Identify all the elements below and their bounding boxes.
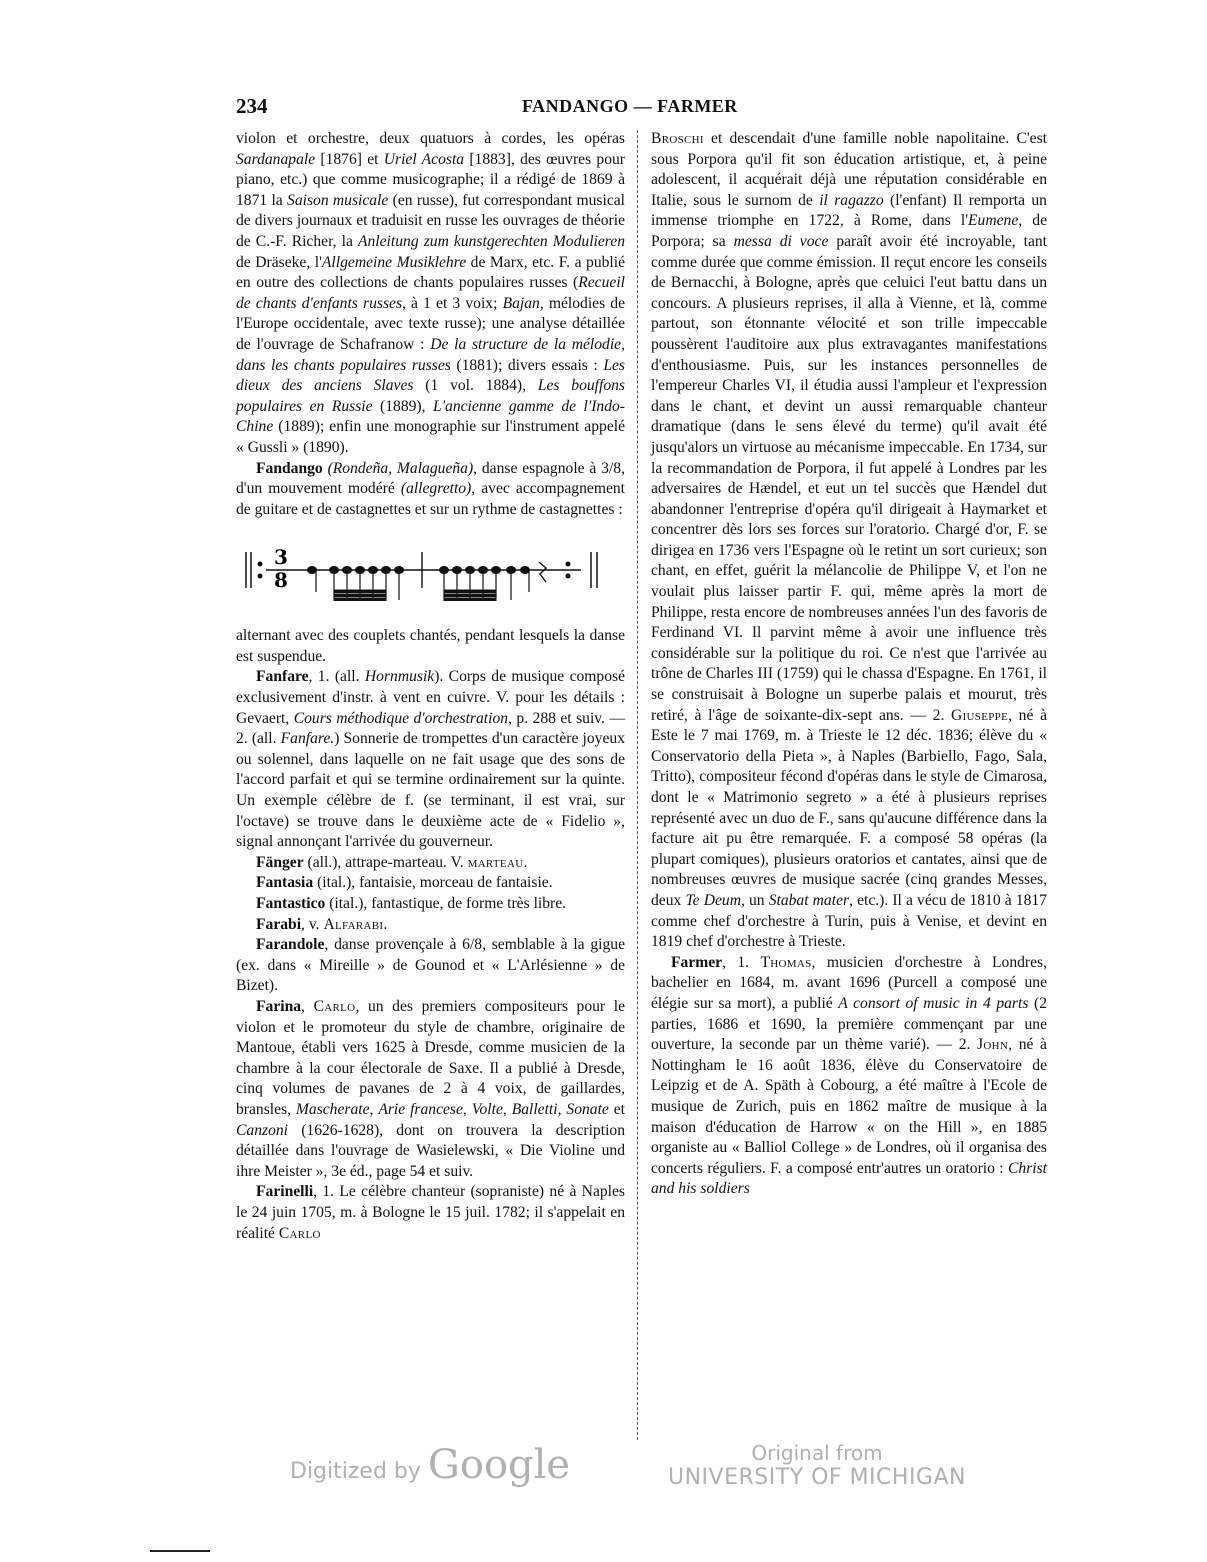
entry-fantastico xyxy=(236,894,625,915)
small-caps-name: marteau xyxy=(467,853,524,871)
text-run: , xyxy=(557,1100,567,1118)
italic-text: Te Deum xyxy=(685,891,741,909)
italic-text: Christ and his soldiers xyxy=(651,1159,1047,1198)
original-from-line: Original from xyxy=(751,1441,883,1465)
text-run: , xyxy=(369,1100,379,1118)
text-run: , né à Este le 7 mai 1769, m. à Trieste le 12 déc. 1836; élève du « Conservatorio della Pieta », à Naples (Barbiello, Fago, Sala, Tritto), compositeur fécond d'opéras dans le style de Cimarosa, dont le « Matrimonio segreto » a été à plusieurs reprises représenté avec un duo de F., sans qu'aucune différence dans la facture ait pu être remarquée. F. a composé 58 opéras (la plupart comiques), plusieurs oratorios et cantates, ainsi que de nombreuses œuvres de musique sacrée (cinq grandes Messes, deux xyxy=(651,706,1047,909)
text-run: , 1. (all. xyxy=(308,668,365,686)
headword: Farandole xyxy=(256,936,325,954)
italic-text: Balletti xyxy=(511,1100,558,1118)
page-number: 234 xyxy=(236,94,268,118)
rest-symbol xyxy=(539,562,546,582)
text-run: , p. 288 et suiv. — 2. (all. xyxy=(236,709,625,748)
text-run: alternant avec des couplets chantés, pendant lesquels la danse est suspendue. xyxy=(236,627,625,665)
text-run: et xyxy=(608,1100,625,1118)
italic-text: Cours méthodique d'orchestration xyxy=(293,709,509,727)
castanet-rhythm-notation xyxy=(236,530,625,614)
entry-farabi xyxy=(236,915,625,936)
paragraph-cui-continued xyxy=(236,129,625,459)
entry-farandole xyxy=(236,935,625,997)
column-divider xyxy=(637,130,638,1440)
text-run: , xyxy=(301,997,314,1015)
text-run: , à 1 et 3 voix; xyxy=(402,294,503,312)
repeat-dot xyxy=(258,574,262,578)
italic-text: De la structure de la mélodie, dans les chants populaires russes xyxy=(236,335,625,374)
italic-text: messa di voce xyxy=(733,232,829,250)
text-run: (ital.), fantaisie, morceau de fantaisie. xyxy=(313,874,553,892)
headword: Farinelli xyxy=(256,1183,314,1201)
small-caps-name: Carlo xyxy=(278,1224,321,1242)
italic-text: Anleitung zum kunstgerechten Modulieren xyxy=(357,232,625,250)
text-run: de Marx, etc. F. a publié en outre des collections de chants populaires russes ( xyxy=(236,253,626,292)
time-signature-top: 3 xyxy=(274,545,288,570)
entry-fantasia xyxy=(236,873,625,894)
note-head xyxy=(521,567,530,574)
digitized-prefix: Digitized by xyxy=(290,1459,421,1484)
university-line: UNIVERSITY OF MICHIGAN xyxy=(668,1465,966,1490)
google-logo: Google xyxy=(427,1442,571,1488)
entry-fanger xyxy=(236,853,625,874)
text-run: paraît avoir été incroyable, tant comme durée que comme émission. Il reçut encore les conseils de Bernacchi, à Bologne, après que celuici l'eut battu dans un concours. A plusieurs reprises, il alla à Vienne, et là, comme partout, son étonnante vélocité et son trille impeccable poussèrent l'auditoire aux plus extravagantes manifestations d'enthousiasme. Puis, sur les instances personnelles de l'empereur Charles VI, il étudia aussi l'ampleur et l'expression dans le chant, et devint un aussi remarquable chanteur dramatique (dans le sens élevé du terme) qu'il avait été jusqu'alors un virtuose au mécanisme impeccable. En 1734, sur la recommandation de Porpora, il fut appelé à Londres par les adversaires de Hændel, et eut un tel succès que Hændel dut abandonner l'entreprise d'opéra qu'il dirigeait à Haymarket et concentrer dès lors ses forces sur l'oratorio. Chargé d'or, F. se dirigea en 1736 vers l'Espagne où le retint un sort curieux; son chant, en effet, guérit la mélancolie de Philippe V, et l'on ne voulait plus laisser partir F. qui, même après la mort de Philippe, resta encore de nombreuses années l'un des favoris de Ferdinand VI. Il parvint même à avoir une influence très considérable sur la politique du roi. Ce n'est que l'arrivée au trône de Charles III (1759) qui le chassa d'Espagne. En 1761, il se construisait à Bologne un superbe palais et mourut, très retiré, à l'âge de soixante-dix-sept ans. — 2. xyxy=(651,232,1047,724)
beam xyxy=(334,590,386,593)
italic-text: Saison musicale xyxy=(287,191,389,209)
headword: Fänger xyxy=(256,853,304,871)
headword: Fandango xyxy=(256,459,323,477)
text-run: (1 vol. 1884), xyxy=(413,377,538,395)
text-run: , avec accompagnement de guitare et de castagnettes et sur un rythme de castagnettes : xyxy=(236,480,626,518)
text-run: , v. xyxy=(301,915,324,933)
italic-text: Recueil de chants d'enfants russes xyxy=(236,274,625,312)
text-run: , danse provençale à 6/8, semblable à la gigue (ex. dans « Mireille » de Gounod et « L'Arlésienne » de Bizet). xyxy=(236,936,625,995)
italic-text: Allgemeine Musiklehre xyxy=(321,253,467,271)
text-run: [1883], des œuvres pour piano, etc.) que comme musicographe; il a rédigé de 1869 à 1871 la xyxy=(236,150,625,209)
text-run: de Dräseke, l' xyxy=(236,253,322,271)
repeat-dot xyxy=(566,562,570,566)
italic-text: Hornmusik xyxy=(364,668,435,686)
text-run: , un xyxy=(740,891,769,909)
beam xyxy=(444,598,496,601)
running-head: FANDANGO — FARMER xyxy=(522,96,738,116)
text-run: (all.), attrape-marteau. V. xyxy=(303,853,468,871)
text-run: , 1. Le célèbre chanteur (sopraniste) né à Naples le 24 juin 1705, m. à Bologne le 15 juil. 1782; il s'appelait en réalité xyxy=(236,1183,625,1242)
text-run: et descendait d'une famille noble napolitaine. C'est sous Porpora qu'il fit son éducation artistique, et, à peine adolescent, il acquérait déjà une réputation considérable en Italie, sous le surnom de xyxy=(651,130,1047,209)
entry-fanfare xyxy=(236,667,625,852)
digitized-by-watermark xyxy=(290,1442,570,1488)
beam xyxy=(334,594,386,597)
paragraph-fandango-continued xyxy=(236,626,625,667)
text-run: (1626-1628), dont on trouvera la description détaillée dans l'ouvrage de Wasielewski, « Die Violine und ihre Meister », 3e éd., page 54 et suiv. xyxy=(236,1121,625,1180)
text-run: ) Sonnerie de trompettes d'un caractère joyeux ou solennel, dans laquelle on ne fait usage que des sons de l'accord parfait et qui se termine ordinairement sur la quinte. Un exemple célèbre de f. (se terminant, il est vrai, sur l'octave) se trouve dans le deuxième acte de « Fidelio », signal annonçant l'arrivée du gouverneur. xyxy=(236,730,625,851)
text-run: (en russe), fut correspondant musical de divers journaux et traduisit en russe les ouvrages de théorie de C.-F. Richer, la xyxy=(236,191,625,250)
italic-text: A consort of music in 4 parts xyxy=(838,994,1029,1012)
italic-text: (allegretto) xyxy=(400,480,472,498)
paragraph-farinelli-continued xyxy=(651,129,1047,953)
beam xyxy=(334,598,386,601)
headword: Fanfare xyxy=(256,668,309,686)
text-run: ). Corps de musique composé exclusivement d'instr. à vent en cuivre. V. pour les détails : Gevaert, xyxy=(236,668,625,727)
text-run: . xyxy=(383,915,388,933)
text-run: . xyxy=(523,853,528,871)
italic-text: Sonate xyxy=(566,1100,609,1118)
italic-text: il ragazzo xyxy=(819,191,884,209)
text-run: , mélodies de l'Europe occidentale, avec texte russe); une analyse détaillée de l'ouvrage de Schafranow : xyxy=(236,294,625,353)
note-head xyxy=(308,567,317,574)
italic-text: Les dieux des anciens Slaves xyxy=(236,356,625,395)
text-run: , musicien d'orchestre à Londres, bachelier en 1684, m. avant 1696 (Purcell a composé une élégie sur sa mort), a publié xyxy=(651,953,1047,1012)
italic-text: (Rondeña, Malagueña) xyxy=(327,459,474,477)
italic-text: Arie francese xyxy=(378,1100,463,1118)
entry-farinelli xyxy=(236,1182,625,1244)
small-caps-name: Broschi xyxy=(651,130,704,147)
headword: Farina xyxy=(256,997,302,1015)
italic-text: Uriel Acosta xyxy=(383,150,465,168)
text-run: [1876] et xyxy=(315,150,384,168)
small-caps-name: Alfarabi xyxy=(323,915,384,933)
text-run: , xyxy=(462,1100,472,1118)
left-column xyxy=(236,129,625,1244)
text-run: , xyxy=(502,1100,512,1118)
original-from-watermark xyxy=(668,1441,966,1490)
beam xyxy=(444,590,496,593)
italic-text: Bajan xyxy=(502,294,540,312)
text-run: , etc.). Il a vécu de 1810 à 1817 comme chef d'orchestre à Turin, puis à Venise, et devint en 1819 chef d'orchestre à Trieste. xyxy=(651,891,1047,951)
headword: Fantastico xyxy=(256,895,326,912)
headword: Farabi xyxy=(256,915,302,933)
repeat-dot xyxy=(566,574,570,578)
beam xyxy=(444,594,496,597)
text-run: , de Porpora; sa xyxy=(651,212,1047,250)
small-caps-name: Carlo xyxy=(313,997,356,1015)
text-run: (1889); enfin une monographie sur l'instrument appelé « Gussli » (1890). xyxy=(236,418,625,456)
small-caps-name: Thomas xyxy=(760,953,812,971)
scan-edge-mark xyxy=(150,1550,210,1552)
text-run: , né à Nottingham le 16 août 1836, élève du Conservatoire de Leipzig et de A. Späth à Cobourg, a été maître à l'Ecole de musique de Zurich, puis en 1862 maître de musique à la maison d'éducation de Harrow « on the Hill », en 1885 organiste au « Balliol College » de Londres, où il organisa des concerts réguliers. F. a composé entr'autres un oratorio : xyxy=(651,1036,1047,1177)
text-run: (ital.), fantastique, de forme très libre. xyxy=(325,895,567,912)
text-run: (1881); divers essais : xyxy=(450,356,604,374)
italic-text: Volte xyxy=(471,1100,503,1118)
entry-farmer xyxy=(651,953,1047,1200)
entry-fandango xyxy=(236,459,625,521)
italic-text: Eumene xyxy=(968,212,1019,230)
italic-text: Canzoni xyxy=(236,1121,288,1139)
right-column xyxy=(651,129,1047,1200)
entry-farina xyxy=(236,997,625,1182)
text-run: , danse espagnole à 3/8, d'un mouvement modéré xyxy=(236,459,625,498)
italic-text: Fanfare. xyxy=(280,730,335,748)
headword: Fantasia xyxy=(256,874,314,892)
text-run: , un des premiers compositeurs pour le violon et le promoteur du style de chambre, originaire de Mantoue, établi vers 1625 à Dresde, comme musicien de la chambre à la cour électorale de Saxe. Il a publié à Dresde, cinq volumes de pavanes de 2 à 4 voix, de gaillardes, bransles, xyxy=(236,997,626,1118)
italic-text: Les bouffons populaires en Russie xyxy=(236,377,626,415)
text-run: (1889), xyxy=(372,397,434,415)
text-run: , 1. xyxy=(722,953,761,971)
repeat-dot xyxy=(258,562,262,566)
text-run: (l'enfant) Il remporta un immense triomphe en 1722, à Rome, dans l' xyxy=(651,191,1047,230)
small-caps-name: Giuseppe xyxy=(951,706,1009,724)
italic-text: Stabat mater xyxy=(768,891,850,909)
text-run: violon et orchestre, deux quatuors à cordes, les opéras xyxy=(236,130,625,147)
italic-text: Sardanapale xyxy=(236,150,316,168)
italic-text: L'ancienne gamme de l'Indo-Chine xyxy=(236,397,626,436)
small-caps-name: John xyxy=(977,1036,1009,1054)
headword: Farmer xyxy=(671,953,723,971)
italic-text: Mascherate xyxy=(295,1100,370,1118)
time-signature-bottom: 8 xyxy=(274,568,288,593)
text-run: (2 parties, 1686 et 1690, la première commençant par une ouverture, la seconde par un thème varié). — 2. xyxy=(651,994,1047,1054)
